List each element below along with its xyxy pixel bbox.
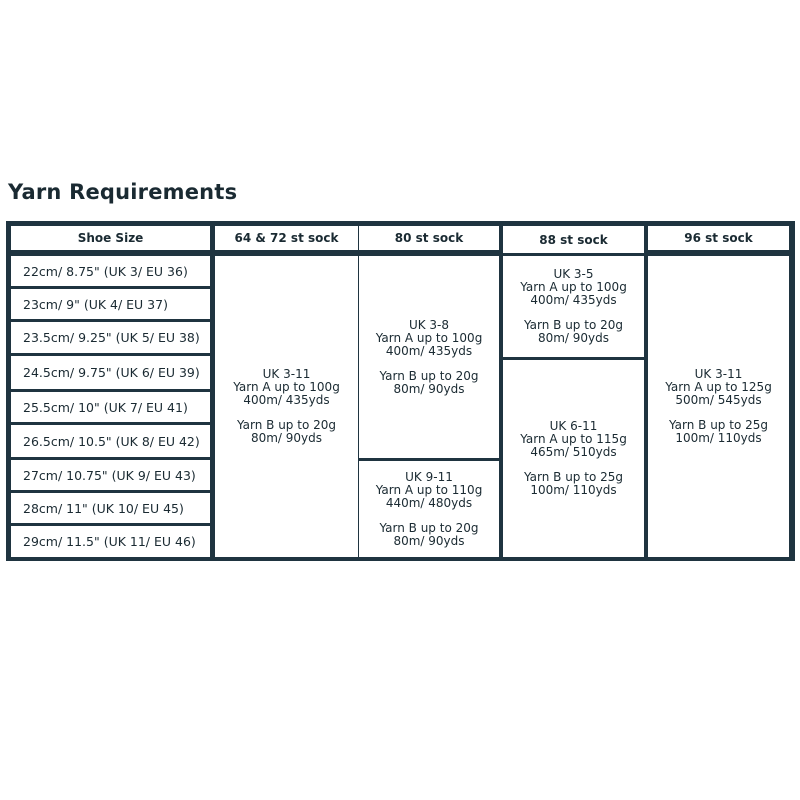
uk-range: UK 9-11 (405, 469, 453, 484)
yarn-a-weight: Yarn A up to 125g (665, 380, 772, 394)
uk-range: UK 3-8 (408, 317, 450, 332)
yarn-b-length: 100m/ 110yds (675, 431, 762, 445)
requirements-96-st-sock (648, 256, 789, 557)
uk-range: UK 3-11 (262, 367, 311, 381)
shoe-size-row: 23.5cm/ 9.25" (UK 5/ EU 38) (11, 322, 210, 353)
yarn-a-length: 465m/ 510yds (530, 445, 617, 459)
yarn-a-length: 500m/ 545yds (675, 393, 762, 407)
header-96-st-sock: 96 st sock (648, 226, 789, 250)
yarn-b-length: 100m/ 110yds (530, 483, 617, 497)
requirements-80-st-sock-uk-9-11 (359, 461, 499, 557)
shoe-size-row: 22cm/ 8.75" (UK 3/ EU 36) (11, 256, 210, 286)
yarn-b-length: 80m/ 90yds (250, 431, 323, 445)
yarn-b-length: 80m/ 90yds (537, 331, 610, 345)
yarn-b-length: 80m/ 90yds (393, 381, 465, 396)
requirements-88-st-sock-uk-6-11 (503, 360, 644, 557)
yarn-b-weight: Yarn B up to 25g (523, 470, 623, 484)
yarn-a-weight: Yarn A up to 100g (520, 280, 627, 294)
shoe-size-row: 27cm/ 10.75" (UK 9/ EU 43) (11, 460, 210, 490)
requirements-80-st-sock-uk-3-8 (359, 256, 499, 458)
yarn-b-weight: Yarn B up to 25g (668, 418, 768, 432)
header-88-st-sock: 88 st sock (503, 226, 644, 253)
yarn-a-weight: Yarn A up to 100g (233, 380, 340, 394)
uk-range: UK 3-11 (694, 367, 743, 381)
yarn-b-weight: Yarn B up to 20g (236, 418, 336, 432)
yarn-a-length: 440m/ 480yds (385, 495, 473, 510)
header-shoe-size: Shoe Size (11, 226, 210, 250)
header-80-st-sock: 80 st sock (359, 226, 499, 250)
yarn-b-length: 80m/ 90yds (393, 533, 465, 548)
shoe-size-row: 23cm/ 9" (UK 4/ EU 37) (11, 289, 210, 319)
yarn-b-weight: Yarn B up to 20g (379, 520, 479, 535)
uk-range: UK 3-5 (553, 267, 594, 281)
yarn-b-weight: Yarn B up to 20g (379, 368, 479, 383)
yarn-a-length: 400m/ 435yds (243, 393, 330, 407)
page-title: Yarn Requirements (8, 180, 238, 204)
uk-range: UK 6-11 (549, 419, 598, 433)
yarn-a-weight: Yarn A up to 110g (375, 482, 483, 497)
yarn-a-weight: Yarn A up to 100g (375, 330, 483, 345)
yarn-requirements-table (6, 221, 795, 561)
shoe-size-row: 25.5cm/ 10" (UK 7/ EU 41) (11, 392, 210, 422)
shoe-size-row: 29cm/ 11.5" (UK 11/ EU 46) (11, 526, 210, 557)
requirements-64-72-st-sock (215, 256, 358, 557)
yarn-b-weight: Yarn B up to 20g (523, 318, 623, 332)
yarn-a-length: 400m/ 435yds (530, 293, 617, 307)
shoe-size-row: 24.5cm/ 9.75" (UK 6/ EU 39) (11, 356, 210, 389)
header-64-72-st-sock: 64 & 72 st sock (215, 226, 358, 250)
shoe-size-row: 28cm/ 11" (UK 10/ EU 45) (11, 493, 210, 523)
yarn-a-weight: Yarn A up to 115g (520, 432, 627, 446)
shoe-size-row: 26.5cm/ 10.5" (UK 8/ EU 42) (11, 425, 210, 457)
yarn-a-length: 400m/ 435yds (385, 343, 473, 358)
requirements-88-st-sock-uk-3-5 (503, 256, 644, 357)
